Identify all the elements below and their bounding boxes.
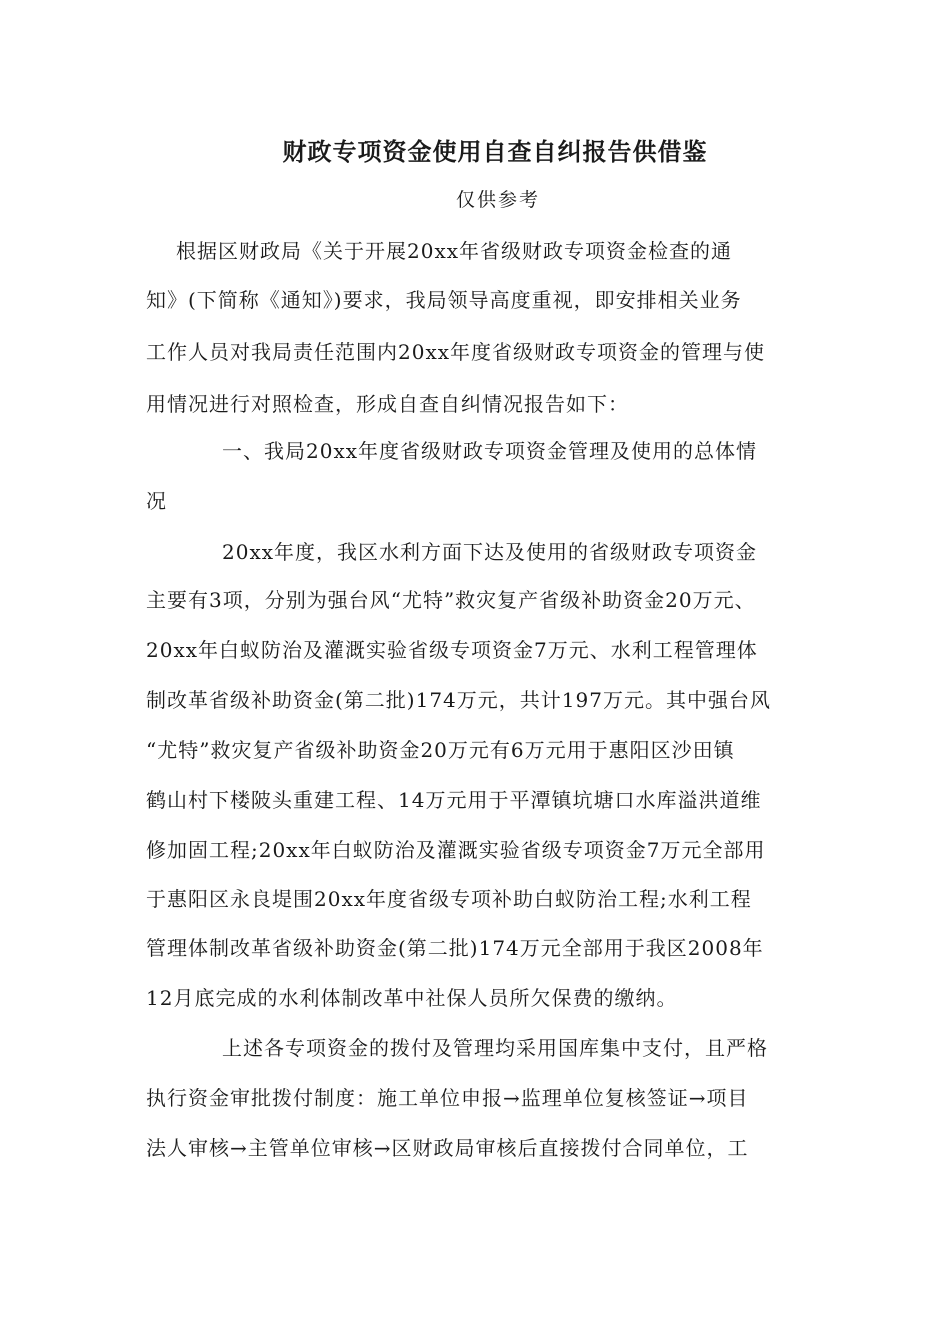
body-line-17: 上述各专项资金的拨付及管理均采用国库集中支付，且严格 xyxy=(222,1036,768,1060)
section-heading-line-2: 况 xyxy=(146,489,167,513)
body-line-10: 制改革省级补助资金(第二批)174万元，共计197万元。其中强台风 xyxy=(146,688,771,712)
body-line-12: 鹤山村下楼陂头重建工程、14万元用于平潭镇坑塘口水库溢洪道维 xyxy=(146,788,762,812)
body-line-3: 工作人员对我局责任范围内20xx年度省级财政专项资金的管理与使 xyxy=(146,340,766,364)
body-line-18: 执行资金审批拨付制度：施工单位申报→监理单位复核签证→项目 xyxy=(146,1086,749,1110)
body-line-4: 用情况进行对照检查，形成自查自纠情况报告如下： xyxy=(146,392,629,416)
body-line-14: 于惠阳区永良堤围20xx年度省级专项补助白蚁防治工程;水利工程 xyxy=(146,887,752,911)
body-line-19: 法人审核→主管单位审核→区财政局审核后直接拨付合同单位，工 xyxy=(146,1136,749,1160)
section-heading-line-1: 一、我局20xx年度省级财政专项资金管理及使用的总体情 xyxy=(222,439,758,463)
body-line-9: 20xx年白蚁防治及灌溉实验省级专项资金7万元、水利工程管理体 xyxy=(146,638,758,662)
body-line-11: “尤特”救灾复产省级补助资金20万元有6万元用于惠阳区沙田镇 xyxy=(146,738,735,762)
body-line-2: 知》(下简称《通知》)要求，我局领导高度重视，即安排相关业务 xyxy=(146,288,742,312)
body-line-13: 修加固工程;20xx年白蚁防治及灌溉实验省级专项资金7万元全部用 xyxy=(146,838,766,862)
document-subtitle: 仅供参考 xyxy=(455,189,540,211)
body-line-15: 管理体制改革省级补助资金(第二批)174万元全部用于我区2008年 xyxy=(146,936,764,960)
body-line-7: 20xx年度，我区水利方面下达及使用的省级财政专项资金 xyxy=(222,540,758,564)
document-title: 财政专项资金使用自查自纠报告供借鉴 xyxy=(282,137,708,166)
body-line-8: 主要有3项，分别为强台风“尤特”救灾复产省级补助资金20万元、 xyxy=(146,588,756,612)
body-line-1: 根据区财政局《关于开展20xx年省级财政专项资金检查的通 xyxy=(176,239,733,263)
body-line-16: 12月底完成的水利体制改革中社保人员所欠保费的缴纳。 xyxy=(146,986,678,1010)
